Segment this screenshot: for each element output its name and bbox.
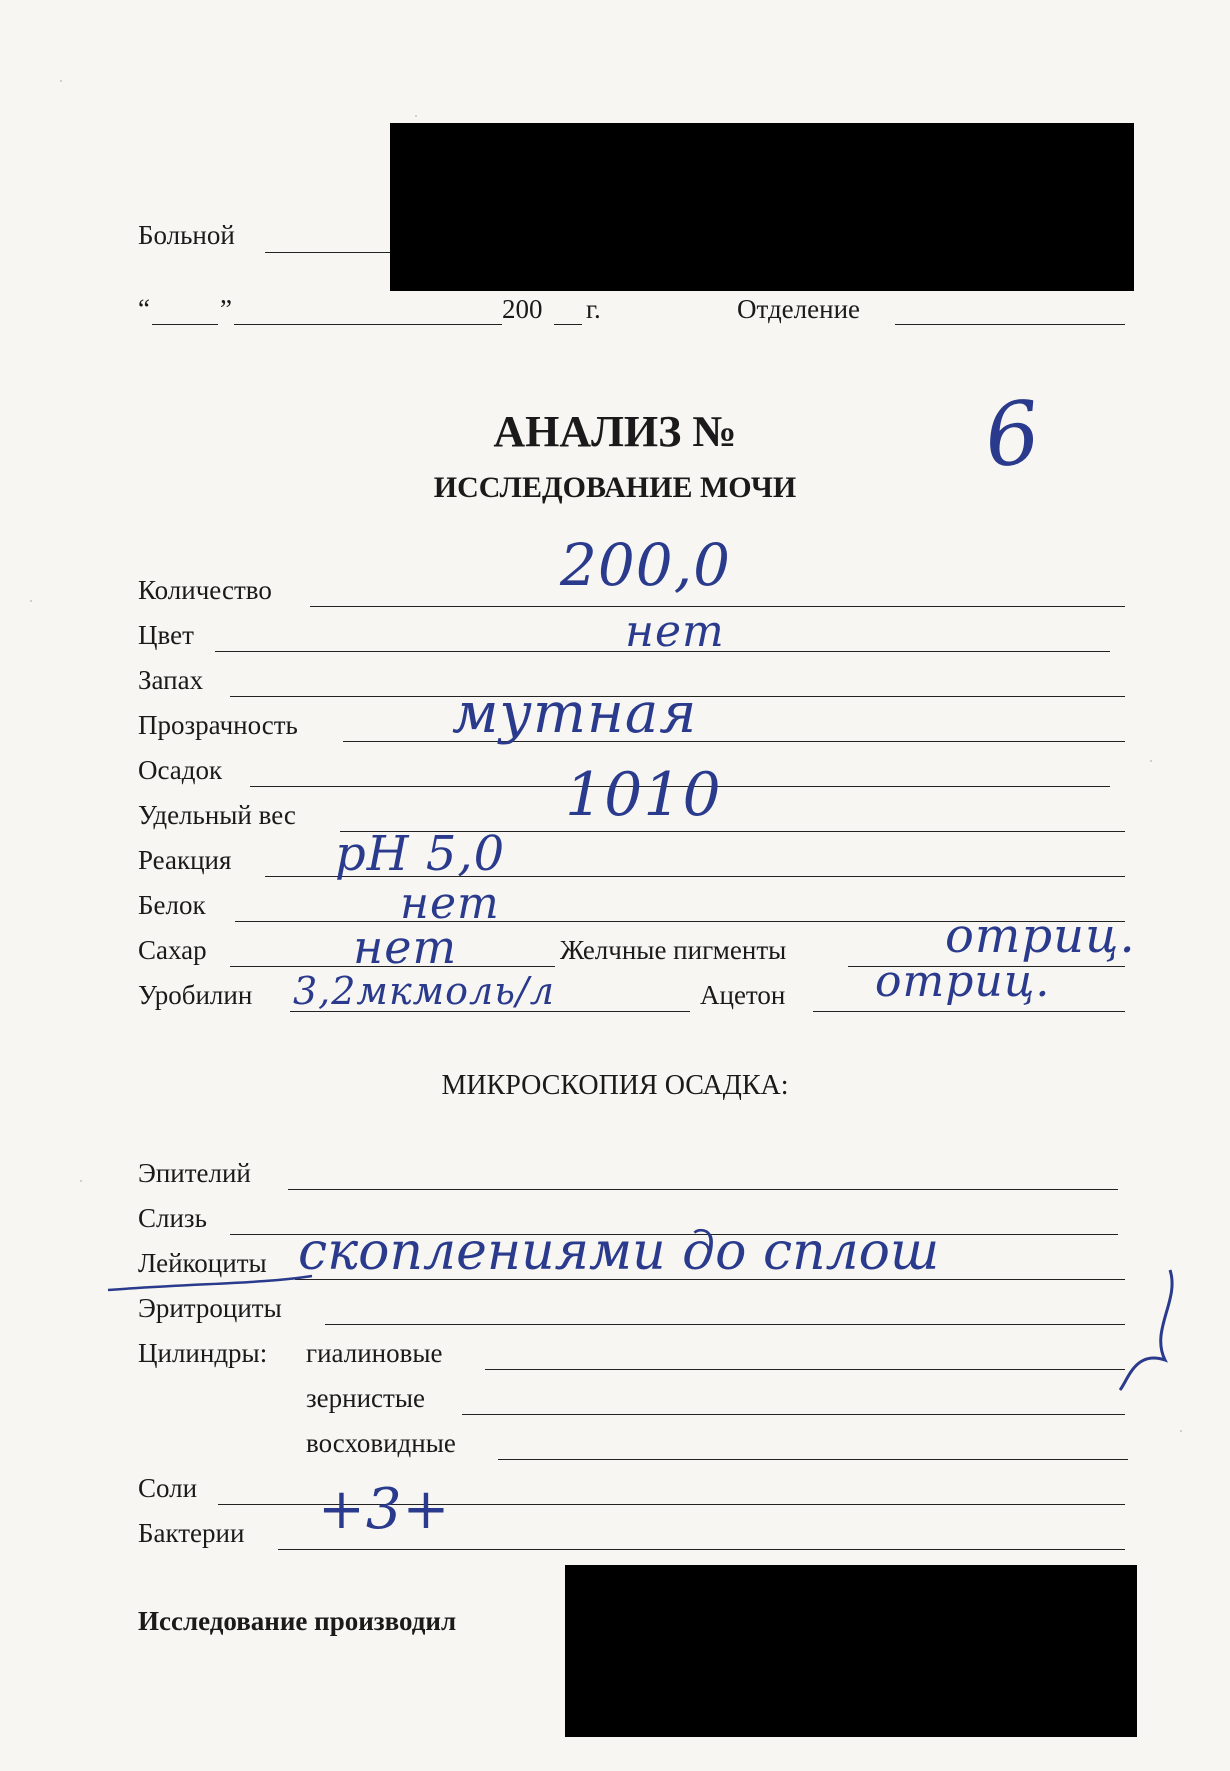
waxy-label: восховидные (306, 1428, 456, 1458)
smell-label: Запах (138, 665, 204, 695)
color-label: Цвет (138, 620, 194, 650)
bacteria-line (278, 1549, 1125, 1550)
erythrocytes-label: Эритроциты (138, 1293, 282, 1323)
leukocytes-value: скоплениями до сплош (298, 1222, 940, 1282)
microscopy-heading: МИКРОСКОПИЯ ОСАДКА: (441, 1070, 789, 1101)
epithelium-label: Эпителий (138, 1158, 251, 1188)
date-quote-close: ” (220, 294, 232, 324)
color-value: нет (625, 606, 725, 657)
mucus-label: Слизь (138, 1203, 207, 1233)
analysis-number: 6 (979, 382, 1046, 488)
date-quote-open: “ (138, 294, 150, 324)
performed-by-label: Исследование производил (138, 1606, 457, 1636)
acetone-value: отриц. (875, 956, 1051, 1007)
bacteria-label: Бактерии (138, 1518, 245, 1548)
granular-label: зернистые (306, 1383, 425, 1413)
hyaline-line (485, 1369, 1125, 1370)
analysis-subtitle: ИССЛЕДОВАНИЕ МОЧИ (433, 471, 797, 504)
sugar-value: нет (353, 920, 458, 974)
quantity-value: 200,0 (560, 531, 732, 599)
waxy-line (498, 1459, 1128, 1460)
clarity-value: мутная (452, 681, 698, 746)
urobilin-label: Уробилин (138, 980, 253, 1010)
protein-value: нет (400, 878, 500, 929)
redaction-signature (565, 1565, 1137, 1737)
salts-label: Соли (138, 1473, 198, 1503)
hyaline-label: гиалиновые (306, 1338, 443, 1368)
erythrocytes-line (325, 1324, 1125, 1325)
clarity-label: Прозрачность (138, 710, 298, 740)
analysis-title: АНАЛИЗ № (493, 407, 737, 456)
bile-label: Желчные пигменты (560, 935, 787, 965)
gravity-label: Удельный вес (138, 800, 296, 830)
reaction-label: Реакция (138, 845, 232, 875)
gravity-value: 1010 (565, 760, 722, 830)
year-label: 200 (502, 294, 543, 324)
granular-line (462, 1414, 1125, 1415)
quantity-label: Количество (138, 575, 272, 605)
protein-label: Белок (138, 890, 206, 920)
bacteria-value: +3+ (318, 1477, 451, 1542)
reaction-value: pH 5,0 (335, 826, 506, 882)
department-label: Отделение (737, 294, 861, 324)
cylinders-label: Цилиндры: (138, 1338, 268, 1368)
year-suffix: г. (586, 294, 601, 324)
sediment-label: Осадок (138, 755, 223, 785)
acetone-label: Ацетон (700, 980, 786, 1010)
sugar-label: Сахар (138, 935, 207, 965)
patient-label: Больной (138, 220, 235, 250)
bile-value: отриц. (945, 908, 1136, 964)
leukocytes-label: Лейкоциты (138, 1248, 267, 1278)
urobilin-value: 3,2мкмоль/л (293, 969, 555, 1013)
